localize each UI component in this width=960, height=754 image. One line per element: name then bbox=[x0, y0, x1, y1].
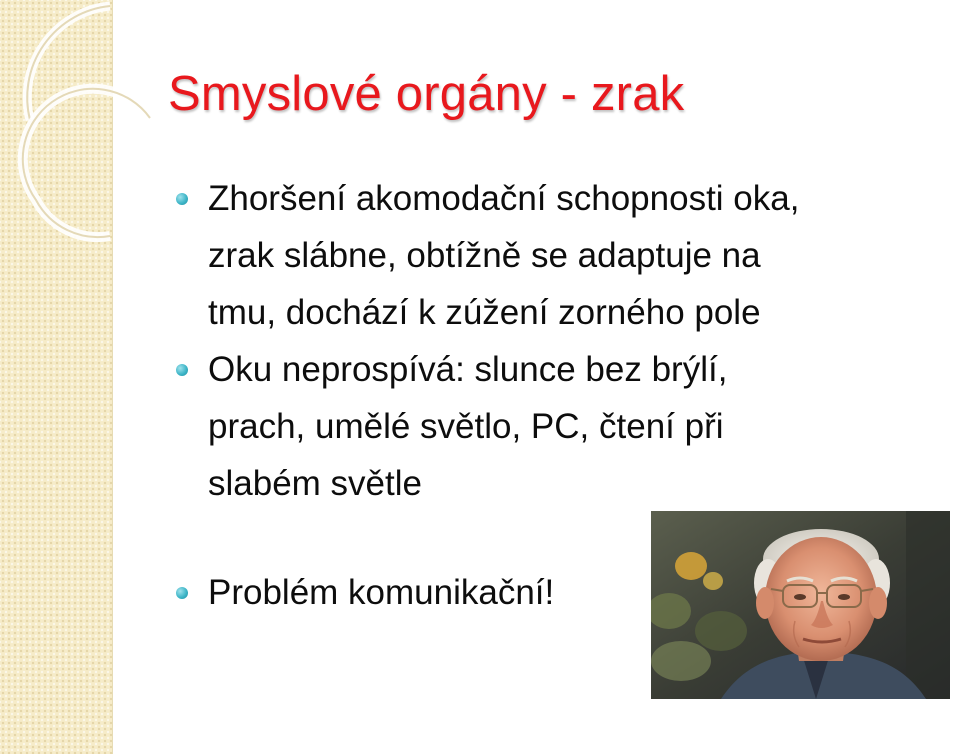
bullet-line: prach, umělé světlo, PC, čtení při bbox=[208, 407, 724, 446]
bullet-icon bbox=[176, 193, 188, 205]
bullet-icon bbox=[176, 587, 188, 599]
bullet-line: Zhoršení akomodační schopnosti oka, bbox=[208, 179, 800, 218]
bullet-line: Problém komunikační! bbox=[208, 573, 555, 612]
bullet-line: slabém světle bbox=[208, 464, 422, 503]
decorative-circles bbox=[0, 0, 160, 260]
bullet-item bbox=[176, 170, 960, 341]
portrait-image bbox=[651, 511, 950, 699]
bullet-line: Oku neprospívá: slunce bez brýlí, bbox=[208, 350, 728, 389]
bullet-icon bbox=[176, 364, 188, 376]
portrait-photo bbox=[651, 511, 950, 699]
bullet-line: zrak slábne, obtížně se adaptuje na bbox=[208, 236, 761, 275]
slide-title: Smyslové orgány - zrak bbox=[168, 67, 685, 121]
bullet-item bbox=[176, 341, 888, 512]
bullet-line: tmu, dochází k zúžení zorného pole bbox=[208, 293, 761, 332]
